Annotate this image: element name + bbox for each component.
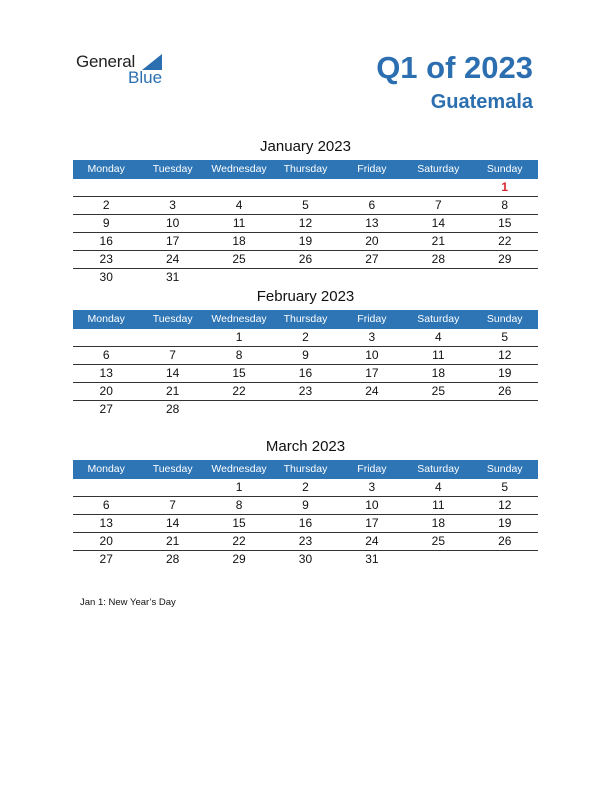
day-cell: 25 (431, 534, 445, 548)
day-cell: 29 (232, 552, 246, 566)
day-cell: 12 (498, 348, 512, 362)
week-row (73, 329, 538, 347)
day-cell: 28 (431, 252, 445, 266)
weekday-label: Thursday (283, 463, 328, 475)
day-cell: 26 (498, 534, 512, 548)
day-cell: 13 (99, 366, 113, 380)
week-row (73, 515, 538, 533)
day-cell: 29 (498, 252, 512, 266)
day-cell: 25 (431, 384, 445, 398)
day-cell: 3 (368, 480, 376, 494)
empty-day-cell (272, 269, 338, 286)
weekday-label: Sunday (486, 463, 523, 475)
weekday-label: Sunday (486, 163, 523, 175)
day-cell: 24 (365, 384, 379, 398)
day-cell: 5 (302, 198, 309, 212)
week-row (73, 401, 538, 418)
weekday-label: Wednesday (211, 463, 267, 475)
day-cell: 21 (165, 534, 180, 548)
weekday-header (73, 160, 538, 179)
weekday-label: Wednesday (211, 163, 267, 175)
day-cell: 22 (232, 384, 246, 398)
empty-day-cell (339, 179, 405, 196)
day-cell: 4 (235, 198, 243, 212)
day-cell: 1 (235, 330, 243, 344)
day-cell: 11 (432, 348, 445, 362)
day-cell: 12 (298, 216, 313, 230)
day-cell: 21 (165, 384, 180, 398)
day-cell: 23 (298, 384, 313, 398)
month-weeks (73, 179, 538, 286)
empty-day-cell (139, 179, 205, 196)
day-cell: 8 (501, 198, 509, 212)
week-row (73, 497, 538, 515)
day-cell: 26 (298, 252, 313, 266)
day-cell: 20 (99, 534, 113, 548)
day-cell: 7 (169, 498, 176, 512)
empty-day-cell (139, 329, 205, 346)
day-cell: 9 (102, 216, 110, 230)
day-cell: 28 (165, 402, 180, 416)
empty-day-cell (206, 179, 272, 196)
empty-day-cell (405, 551, 471, 568)
month-calendar-february (73, 287, 538, 418)
day-cell: 13 (99, 516, 113, 530)
week-row (73, 347, 538, 365)
day-cell: 2 (302, 330, 309, 344)
day-cell: 14 (165, 366, 180, 380)
empty-day-cell (206, 401, 272, 418)
day-cell: 4 (434, 330, 442, 344)
day-cell: 13 (365, 216, 379, 230)
day-cell: 8 (235, 498, 243, 512)
day-cell: 11 (232, 216, 246, 230)
day-cell: 15 (232, 516, 246, 530)
empty-day-cell (73, 179, 139, 196)
country-name: Guatemala (430, 91, 533, 113)
empty-day-cell (339, 401, 405, 418)
day-cell: 3 (368, 330, 376, 344)
day-cell: 19 (298, 234, 313, 248)
day-cell: 8 (235, 348, 243, 362)
month-title: March 2023 (265, 438, 346, 455)
day-cell: 28 (165, 552, 180, 566)
day-cell: 6 (102, 498, 110, 512)
page-title: Q1 of 2023 (376, 50, 533, 85)
month-title: January 2023 (260, 138, 351, 155)
weekday-label: Friday (357, 313, 387, 325)
day-cell: 26 (498, 384, 512, 398)
day-cell: 6 (368, 198, 376, 212)
month-calendar-march (73, 437, 538, 568)
day-cell: 14 (165, 516, 180, 530)
day-cell: 21 (431, 234, 445, 248)
day-cell: 27 (99, 552, 113, 566)
weekday-label: Friday (357, 463, 387, 475)
day-cell: 16 (298, 516, 313, 530)
day-cell: 31 (165, 270, 180, 284)
day-cell: 14 (431, 216, 445, 230)
month-calendar-january (73, 137, 538, 286)
day-cell: 3 (169, 198, 176, 212)
weekday-label: Friday (357, 163, 387, 175)
day-cell: 1 (501, 180, 509, 194)
empty-day-cell (472, 401, 538, 418)
day-cell: 22 (498, 234, 512, 248)
empty-day-cell (405, 179, 471, 196)
day-cell: 19 (498, 516, 512, 530)
day-cell: 7 (169, 348, 176, 362)
day-cell: 9 (302, 498, 309, 512)
week-row (73, 197, 538, 215)
month-weeks (73, 329, 538, 418)
weekday-label: Thursday (283, 163, 328, 175)
day-cell: 7 (434, 198, 442, 212)
empty-day-cell (139, 479, 205, 496)
day-cell: 12 (498, 498, 512, 512)
month-title: February 2023 (256, 288, 355, 305)
day-cell: 16 (298, 366, 313, 380)
week-row (73, 233, 538, 251)
day-cell: 30 (99, 270, 113, 284)
day-cell: 25 (232, 252, 246, 266)
day-cell: 6 (102, 348, 110, 362)
week-row (73, 383, 538, 401)
day-cell: 17 (365, 366, 379, 380)
weekday-label: Wednesday (211, 313, 267, 325)
day-cell: 15 (232, 366, 246, 380)
empty-day-cell (472, 551, 538, 568)
day-cell: 18 (431, 366, 445, 380)
empty-day-cell (206, 269, 272, 286)
weekday-label: Monday (87, 463, 125, 475)
day-cell: 24 (165, 252, 180, 266)
day-cell: 20 (99, 384, 113, 398)
day-cell: 16 (99, 234, 113, 248)
day-cell: 15 (498, 216, 512, 230)
week-row (73, 269, 538, 286)
weekday-label: Tuesday (152, 463, 193, 475)
day-cell: 5 (501, 330, 509, 344)
week-row (73, 551, 538, 568)
day-cell: 23 (99, 252, 113, 266)
day-cell: 31 (365, 552, 379, 566)
day-cell: 9 (302, 348, 309, 362)
weekday-label: Monday (87, 313, 125, 325)
week-row (73, 479, 538, 497)
empty-day-cell (339, 269, 405, 286)
empty-day-cell (73, 329, 139, 346)
week-row (73, 179, 538, 197)
empty-day-cell (472, 269, 538, 286)
day-cell: 18 (431, 516, 445, 530)
month-weeks (73, 479, 538, 568)
week-row (73, 533, 538, 551)
day-cell: 17 (365, 516, 379, 530)
weekday-label: Saturday (417, 163, 460, 175)
weekday-label: Sunday (486, 313, 523, 325)
week-row (73, 215, 538, 233)
day-cell: 10 (165, 216, 180, 230)
empty-day-cell (272, 179, 338, 196)
weekday-label: Tuesday (152, 163, 193, 175)
weekday-header (73, 310, 538, 329)
week-row (73, 365, 538, 383)
generalblue-logo (76, 52, 176, 88)
logo-word-blue: Blue (128, 68, 163, 87)
day-cell: 1 (235, 480, 243, 494)
day-cell: 19 (498, 366, 512, 380)
day-cell: 18 (232, 234, 246, 248)
day-cell: 20 (365, 234, 379, 248)
weekday-label: Monday (87, 163, 125, 175)
day-cell: 17 (165, 234, 180, 248)
holiday-note: Jan 1: New Year’s Day (80, 597, 176, 608)
weekday-label: Thursday (283, 313, 328, 325)
day-cell: 2 (302, 480, 309, 494)
weekday-header (73, 460, 538, 479)
day-cell: 27 (99, 402, 113, 416)
day-cell: 4 (434, 480, 442, 494)
day-cell: 27 (365, 252, 379, 266)
day-cell: 23 (298, 534, 313, 548)
weekday-label: Tuesday (152, 313, 193, 325)
empty-day-cell (405, 269, 471, 286)
empty-day-cell (272, 401, 338, 418)
day-cell: 30 (298, 552, 313, 566)
holiday-notes (80, 597, 176, 608)
day-cell: 5 (501, 480, 509, 494)
day-cell: 22 (232, 534, 246, 548)
day-cell: 10 (365, 498, 379, 512)
logo-word-general: General (76, 52, 136, 71)
day-cell: 10 (365, 348, 379, 362)
day-cell: 24 (365, 534, 379, 548)
weekday-label: Saturday (417, 463, 460, 475)
weekday-label: Saturday (417, 313, 460, 325)
day-cell: 11 (432, 498, 445, 512)
empty-day-cell (405, 401, 471, 418)
day-cell: 2 (102, 198, 110, 212)
empty-day-cell (73, 479, 139, 496)
week-row (73, 251, 538, 269)
